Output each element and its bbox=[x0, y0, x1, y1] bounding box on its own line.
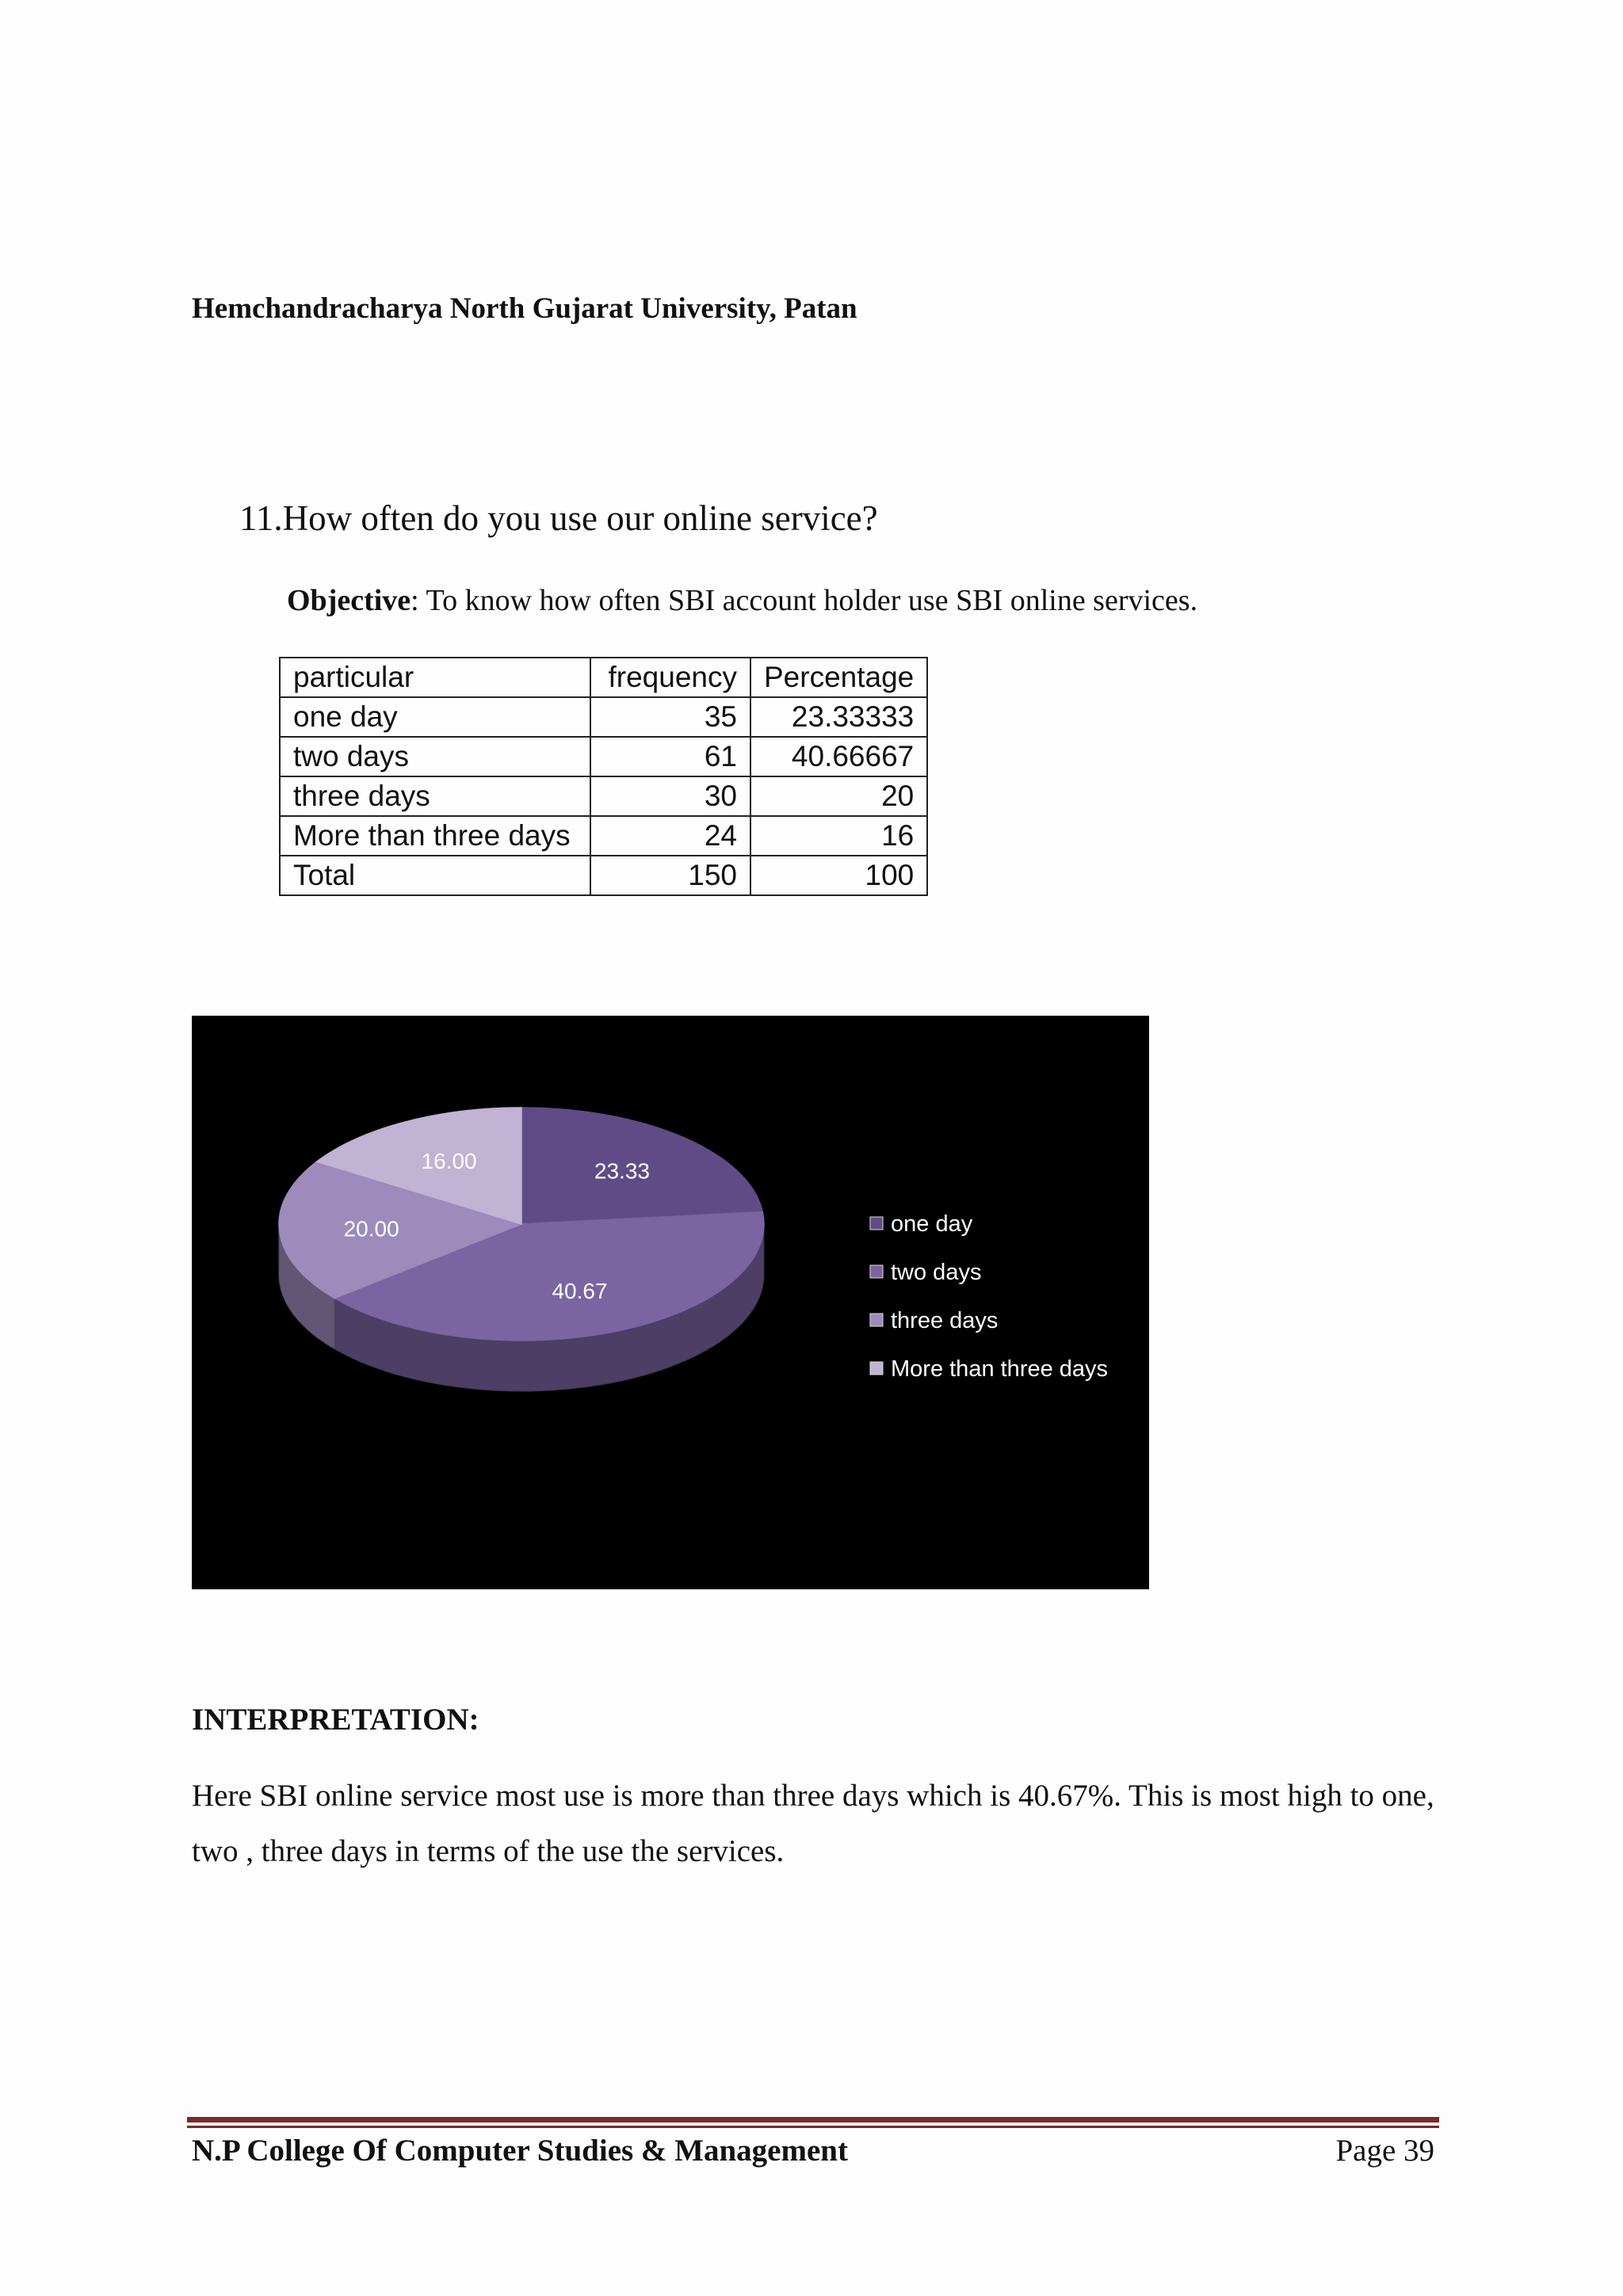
table-cell: 100 bbox=[750, 856, 927, 895]
legend-swatch bbox=[870, 1314, 883, 1326]
table-cell: 24 bbox=[590, 816, 750, 856]
table-header-cell: particular bbox=[280, 658, 590, 697]
table-row bbox=[280, 816, 927, 856]
legend-label: one day bbox=[891, 1211, 973, 1237]
objective-line bbox=[287, 583, 1197, 618]
legend-swatch bbox=[870, 1217, 883, 1230]
table-cell: Total bbox=[280, 856, 590, 895]
objective-text: : To know how often SBI account holder use SBI online services. bbox=[411, 584, 1198, 617]
table-cell: three days bbox=[280, 776, 590, 816]
page-number: Page 39 bbox=[1335, 2134, 1434, 2168]
legend-label: three days bbox=[891, 1308, 999, 1333]
interpretation-title: INTERPRETATION: bbox=[192, 1703, 479, 1737]
table-row bbox=[280, 737, 927, 776]
table-header-cell: Percentage bbox=[750, 658, 927, 697]
table-cell: 35 bbox=[590, 697, 750, 737]
table-cell: 150 bbox=[590, 856, 750, 895]
table-cell: More than three days bbox=[280, 816, 590, 856]
table-header-cell: frequency bbox=[590, 658, 750, 697]
table-header-row bbox=[280, 658, 927, 697]
pie-data-label: 40.67 bbox=[552, 1279, 608, 1304]
table-row bbox=[280, 776, 927, 816]
university-header: Hemchandracharya North Gujarat University, Patan bbox=[192, 292, 857, 325]
legend-label: two days bbox=[891, 1260, 982, 1285]
table-cell: 23.33333 bbox=[750, 697, 927, 737]
pie-chart-svg bbox=[192, 1016, 1149, 1589]
question-title: 11.How often do you use our online service? bbox=[239, 498, 878, 538]
table-cell: 40.66667 bbox=[750, 737, 927, 776]
table-cell: one day bbox=[280, 697, 590, 737]
table-cell: 61 bbox=[590, 737, 750, 776]
table-cell: 30 bbox=[590, 776, 750, 816]
legend-swatch bbox=[870, 1265, 883, 1278]
footer-rule bbox=[187, 2117, 1439, 2122]
pie-data-label: 16.00 bbox=[421, 1149, 477, 1174]
interpretation-text: Here SBI online service most use is more than three days which is 40.67%. This is most high to one, two , three days in terms of the use the services. bbox=[192, 1779, 1434, 1868]
objective-label: Objective bbox=[287, 584, 411, 617]
pie-chart bbox=[192, 1016, 1149, 1589]
pie-data-label: 20.00 bbox=[343, 1216, 399, 1241]
pie-data-label: 23.33 bbox=[594, 1158, 650, 1184]
footer-college: N.P College Of Computer Studies & Management bbox=[192, 2134, 848, 2168]
table-cell: 16 bbox=[750, 816, 927, 856]
table-total-row bbox=[280, 856, 927, 895]
table-cell: 20 bbox=[750, 776, 927, 816]
table-row bbox=[280, 697, 927, 737]
footer-rule-thin bbox=[187, 2126, 1439, 2128]
legend-label: More than three days bbox=[891, 1356, 1109, 1382]
frequency-table bbox=[279, 657, 928, 896]
legend-swatch bbox=[870, 1362, 883, 1375]
table-cell: two days bbox=[280, 737, 590, 776]
